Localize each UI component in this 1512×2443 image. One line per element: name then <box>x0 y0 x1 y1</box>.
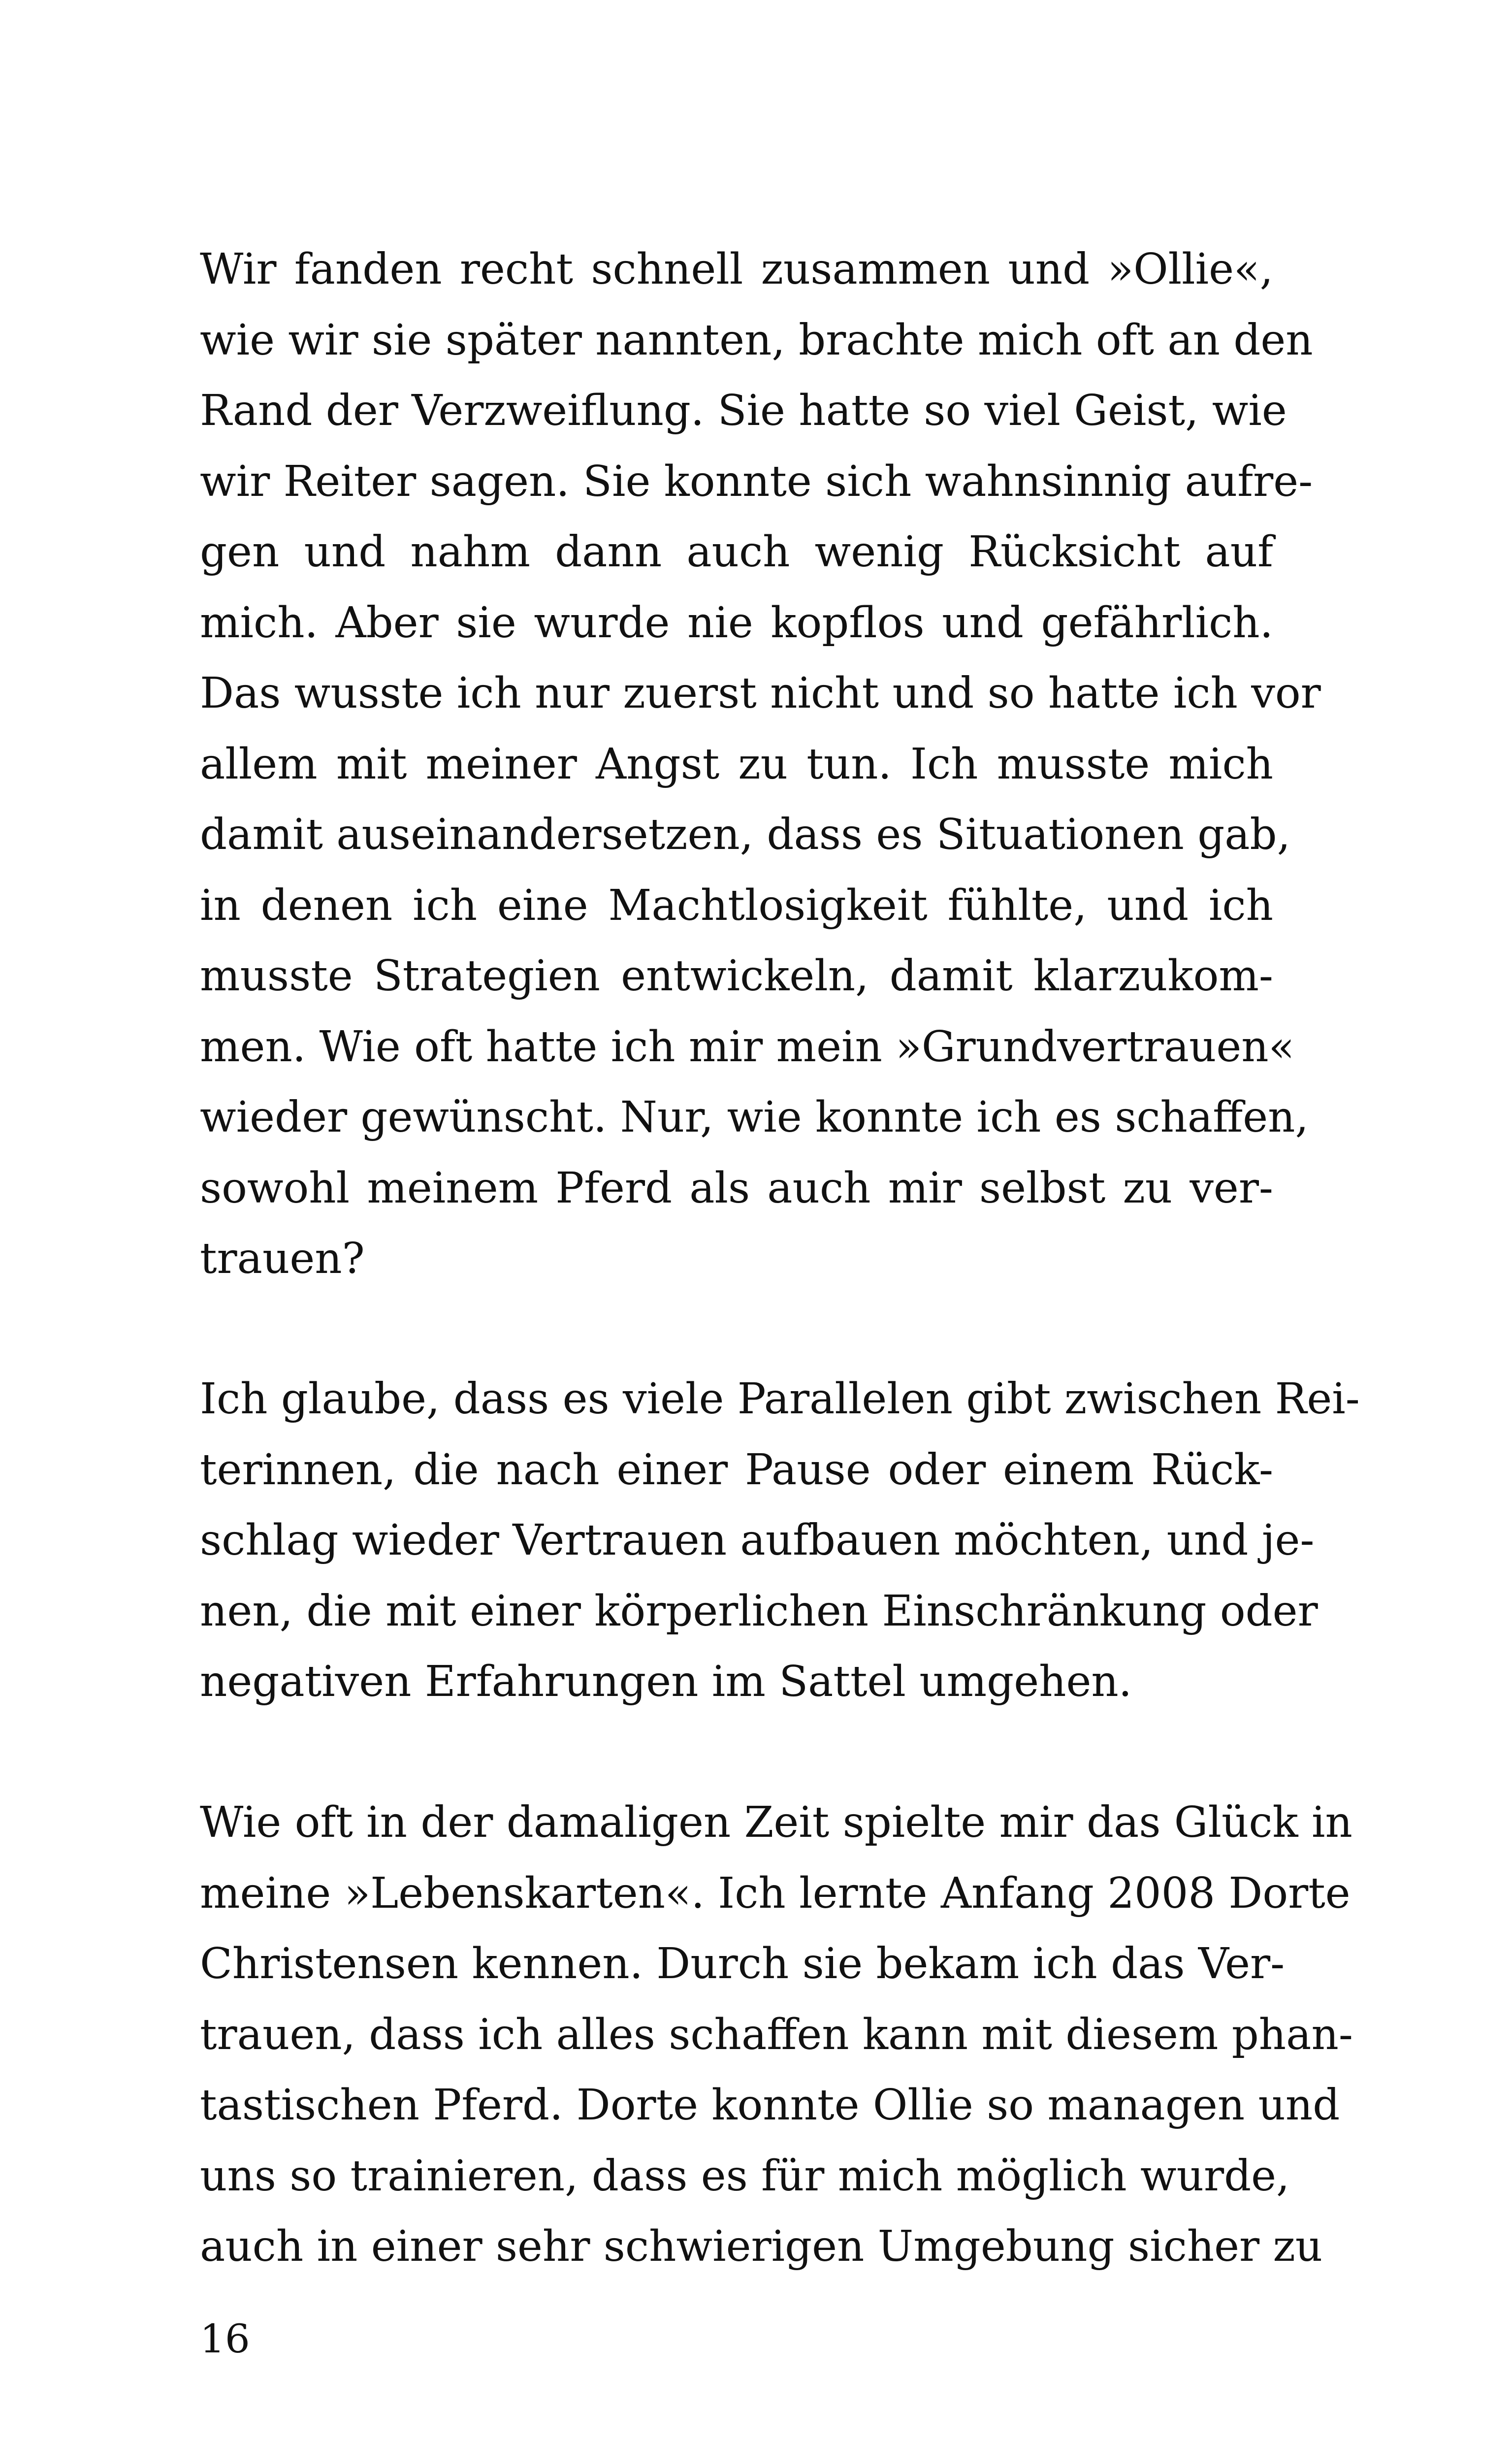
text-line: Rand der Verzweiflung. Sie hatte so viel Geist, wie <box>200 386 1287 435</box>
text-line: mich. Aber sie wurde nie kopflos und gefährlich. <box>200 598 1273 648</box>
text-line: men. Wie oft hatte ich mir mein »Grundvertrauen« <box>200 1022 1295 1072</box>
page-number: 16 <box>200 2316 250 2362</box>
text-line: musste Strategien entwickeln, damit klarzukom- <box>200 951 1273 1001</box>
text-line: terinnen, die nach einer Pause oder einem Rück- <box>200 1445 1273 1495</box>
text-line: in denen ich eine Machtlosigkeit fühlte, und ich <box>200 880 1273 930</box>
text-line: nen, die mit einer körperlichen Einschränkung oder <box>200 1586 1318 1636</box>
text-line: gen und nahm dann auch wenig Rücksicht auf <box>200 527 1273 577</box>
text-line: uns so trainieren, dass es für mich möglich wurde, <box>200 2151 1290 2201</box>
text-line: wir Reiter sagen. Sie konnte sich wahnsinnig aufre- <box>200 456 1313 506</box>
paragraph-3 <box>200 1788 1353 2282</box>
text-line: trauen? <box>200 1234 365 1283</box>
text-line: auch in einer sehr schwierigen Umgebung sicher zu <box>200 2222 1323 2271</box>
text-line: allem mit meiner Angst zu tun. Ich musste mich <box>200 739 1273 789</box>
text-line: Wie oft in der damaligen Zeit spielte mir das Glück in <box>200 1798 1352 1847</box>
text-line: sowohl meinem Pferd als auch mir selbst zu ver- <box>200 1163 1273 1213</box>
text-line: wie wir sie später nannten, brachte mich oft an den <box>200 315 1313 365</box>
text-line: damit auseinandersetzen, dass es Situationen gab, <box>200 810 1290 859</box>
text-line: Das wusste ich nur zuerst nicht und so hatte ich vor <box>200 669 1321 718</box>
text-line: Christensen kennen. Durch sie bekam ich das Ver- <box>200 1939 1285 1988</box>
paragraph-2 <box>200 1364 1360 1718</box>
text-line: schlag wieder Vertrauen aufbauen möchten, und je- <box>200 1516 1315 1565</box>
text-line: wieder gewünscht. Nur, wie konnte ich es schaffen, <box>200 1093 1309 1142</box>
text-line: negativen Erfahrungen im Sattel umgehen. <box>200 1657 1132 1706</box>
text-line: Ich glaube, dass es viele Parallelen gibt zwischen Rei- <box>200 1374 1360 1424</box>
text-line: Wir fanden recht schnell zusammen und »Ollie«, <box>200 245 1273 294</box>
text-line: tastischen Pferd. Dorte konnte Ollie so managen und <box>200 2081 1340 2130</box>
text-line: meine »Lebenskarten«. Ich lernte Anfang 2008 Dorte <box>200 1868 1351 1918</box>
text-line: trauen, dass ich alles schaffen kann mit diesem phan- <box>200 2010 1353 2059</box>
paragraph-1 <box>200 234 1321 1295</box>
